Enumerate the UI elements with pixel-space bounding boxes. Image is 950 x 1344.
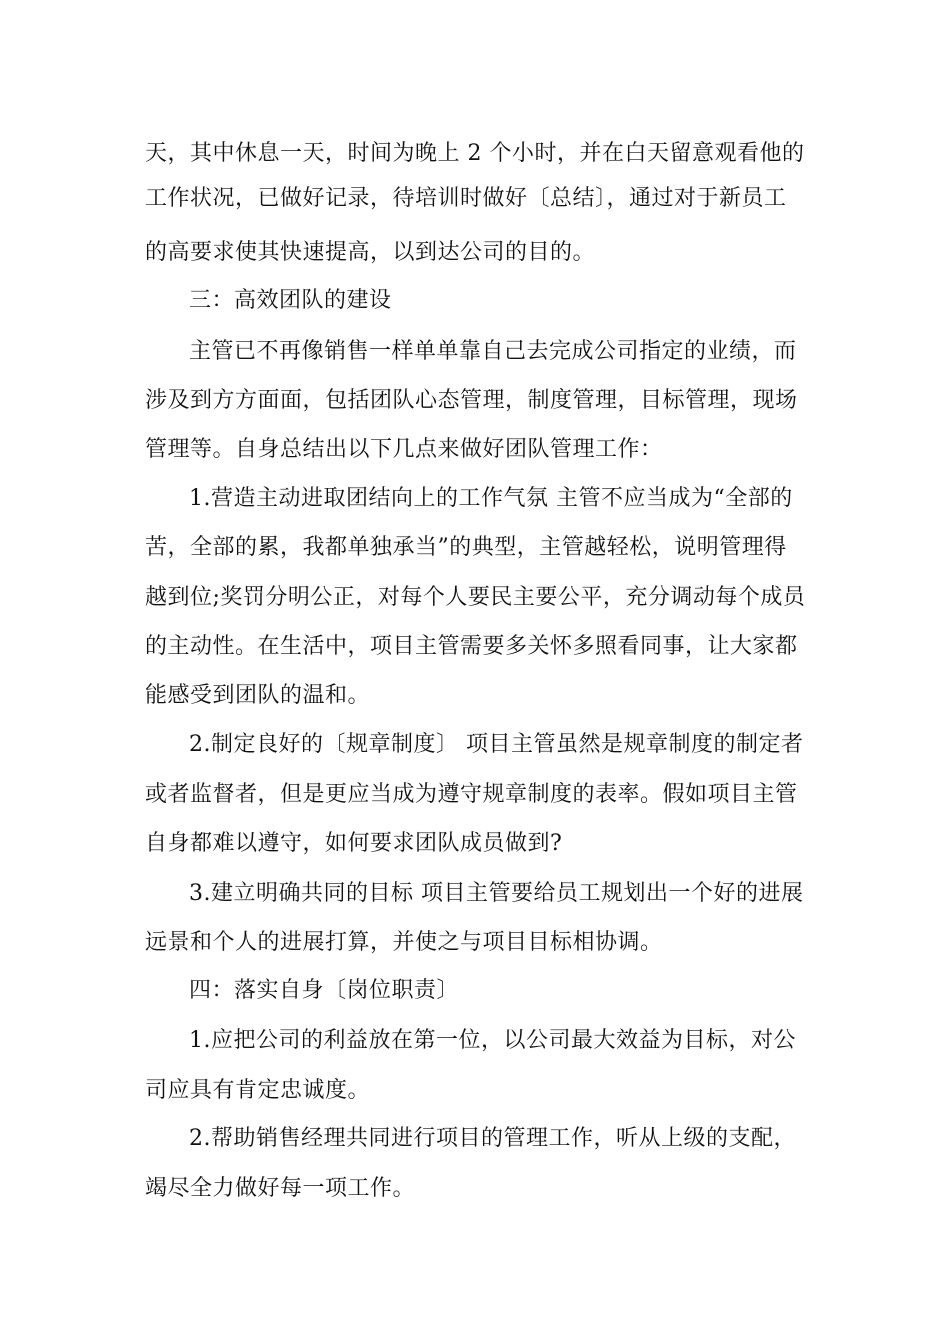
text-line: 天，其中休息一天，时间为晚上 2 个小时，并在白天留意观看他的 [145, 141, 805, 166]
text-line: 管理等。自身总结出以下几点来做好团队管理工作： [145, 437, 663, 462]
section-heading: 四：落实自身〔岗位职责〕 [189, 978, 460, 1003]
text-line: 主管已不再像销售一样单单靠自己去完成公司指定的业绩，而 [189, 339, 797, 364]
text-line: 司应具有肯定忠诚度。 [145, 1078, 371, 1103]
text-line: 2.帮助销售经理共同进行项目的管理工作，听从上级的支配， [189, 1126, 796, 1151]
text-line: 1.应把公司的利益放在第一位，以公司最大效益为目标，对公 [189, 1028, 796, 1053]
text-line: 自身都难以遵守，如何要求团队成员做到? [145, 831, 563, 856]
text-line: 涉及到方方面面，包括团队心态管理，制度管理，目标管理，现场 [145, 388, 798, 413]
text-line: 2.制定良好的〔规章制度〕 项目主管虽然是规章制度的制定者 [189, 732, 804, 757]
text-line: 工作状况，已做好记录，待培训时做好〔总结〕，通过对于新员工 [145, 186, 787, 211]
text-line: 3.建立明确共同的目标 项目主管要给员工规划出一个好的进展 [189, 881, 804, 906]
text-line: 1.营造主动进取团结向上的工作气氛 主管不应当成为“全部的 [189, 486, 793, 511]
text-line: 或者监督者，但是更应当成为遵守规章制度的表率。假如项目主管 [145, 782, 798, 807]
text-line: 苦，全部的累，我都单独承当”的典型，主管越轻松，说明管理得 [145, 535, 787, 560]
text-line: 能感受到团队的温和。 [145, 683, 371, 708]
text-line: 越到位;奖罚分明公正，对每个人要民主要公平，充分调动每个成员 [145, 585, 806, 610]
text-line: 的高要求使其快速提高，以到达公司的目的。 [145, 240, 596, 265]
text-line: 的主动性。在生活中，项目主管需要多关怀多照看同事，让大家都 [145, 634, 798, 659]
text-line: 竭尽全力做好每一项工作。 [145, 1176, 416, 1201]
text-line: 远景和个人的进展打算，并使之与项目目标相协调。 [145, 930, 663, 955]
section-heading: 三：高效团队的建设 [189, 288, 392, 313]
